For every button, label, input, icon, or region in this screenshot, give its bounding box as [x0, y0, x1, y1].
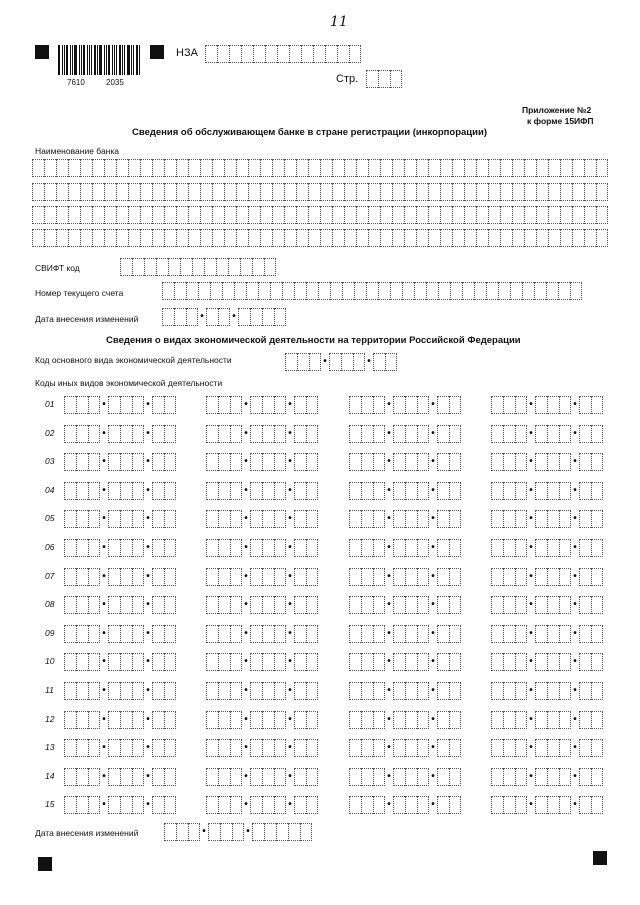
- corner-marker-top-left: [35, 45, 49, 59]
- barcode-number-right: 2035: [106, 78, 124, 87]
- activity-code-field[interactable]: • •: [64, 396, 176, 414]
- bank-name-label: Наименование банка: [35, 146, 120, 156]
- activity-code-field[interactable]: • •: [206, 568, 318, 586]
- activity-code-field[interactable]: • •: [206, 711, 318, 729]
- activity-row-number: 06: [45, 542, 55, 552]
- activity-code-field[interactable]: • •: [64, 510, 176, 528]
- activity-code-field[interactable]: • •: [491, 625, 603, 643]
- account-label: Номер текущего счета: [35, 288, 124, 298]
- main-code-field[interactable]: • •: [285, 353, 397, 371]
- barcode-number-left: 7610: [67, 78, 85, 87]
- activity-code-field[interactable]: • •: [206, 596, 318, 614]
- appendix-line2: к форме 15ИФП: [527, 116, 594, 126]
- activity-code-field[interactable]: • •: [64, 711, 176, 729]
- activity-row-number: 08: [45, 599, 55, 609]
- activity-code-field[interactable]: • •: [206, 510, 318, 528]
- handwritten-page-number: 11: [330, 14, 348, 30]
- activity-code-field[interactable]: • •: [491, 539, 603, 557]
- activity-row-number: 02: [45, 428, 55, 438]
- bank-name-field-row-4[interactable]: [32, 229, 608, 247]
- activity-code-field[interactable]: • •: [491, 396, 603, 414]
- activity-row-number: 13: [45, 742, 55, 752]
- activity-code-field[interactable]: • •: [64, 482, 176, 500]
- activity-code-field[interactable]: • •: [64, 682, 176, 700]
- corner-marker-bottom-left: [38, 857, 52, 871]
- account-field[interactable]: [162, 282, 582, 300]
- barcode: [58, 45, 141, 75]
- activity-code-field[interactable]: • •: [206, 768, 318, 786]
- activity-code-field[interactable]: • •: [491, 711, 603, 729]
- activity-code-field[interactable]: • •: [349, 453, 461, 471]
- nza-label: НЗА: [176, 47, 198, 59]
- activity-code-field[interactable]: • •: [491, 682, 603, 700]
- activity-section-title: Сведения о видах экономической деятельности на территории Российской Федерации: [106, 335, 521, 346]
- activity-code-field[interactable]: • •: [64, 539, 176, 557]
- activity-row-number: 07: [45, 571, 55, 581]
- activity-code-field[interactable]: • •: [349, 425, 461, 443]
- activity-code-field[interactable]: • •: [491, 568, 603, 586]
- activity-code-field[interactable]: • •: [349, 596, 461, 614]
- bank-name-field-row-3[interactable]: [32, 206, 608, 224]
- activity-code-field[interactable]: • •: [64, 625, 176, 643]
- activity-code-field[interactable]: • •: [64, 568, 176, 586]
- activity-code-field[interactable]: • •: [349, 682, 461, 700]
- activity-code-field[interactable]: • •: [349, 711, 461, 729]
- bank-name-field-row-2[interactable]: [32, 183, 608, 201]
- activity-code-field[interactable]: • •: [206, 482, 318, 500]
- appendix-line1: Приложение №2: [522, 105, 592, 115]
- activity-code-field[interactable]: • •: [206, 396, 318, 414]
- activity-code-field[interactable]: • •: [491, 596, 603, 614]
- activity-code-field[interactable]: • •: [349, 625, 461, 643]
- swift-label: СВИФТ код: [35, 263, 80, 273]
- activity-date-field[interactable]: • •: [164, 823, 312, 841]
- corner-marker-top-mid: [150, 45, 164, 59]
- activity-code-field[interactable]: • •: [349, 796, 461, 814]
- activity-code-field[interactable]: • •: [206, 739, 318, 757]
- activity-code-field[interactable]: • •: [349, 768, 461, 786]
- activity-code-field[interactable]: • •: [491, 796, 603, 814]
- swift-field[interactable]: [120, 258, 276, 276]
- activity-code-field[interactable]: • •: [206, 796, 318, 814]
- activity-code-field[interactable]: • •: [64, 653, 176, 671]
- page-label: Стр.: [336, 73, 359, 85]
- activity-code-field[interactable]: • •: [349, 568, 461, 586]
- bank-section-title: Сведения об обслуживающем банке в стране регистрации (инкорпорации): [132, 127, 487, 138]
- activity-code-field[interactable]: • •: [491, 768, 603, 786]
- activity-row-number: 04: [45, 485, 55, 495]
- activity-code-field[interactable]: • •: [491, 425, 603, 443]
- activity-code-field[interactable]: • •: [206, 539, 318, 557]
- activity-row-number: 03: [45, 456, 55, 466]
- activity-code-field[interactable]: • •: [491, 739, 603, 757]
- activity-code-field[interactable]: • •: [206, 425, 318, 443]
- activity-row-number: 15: [45, 799, 55, 809]
- activity-row-number: 01: [45, 399, 55, 409]
- activity-code-field[interactable]: • •: [349, 396, 461, 414]
- activity-code-field[interactable]: • •: [206, 625, 318, 643]
- activity-row-number: 14: [45, 771, 55, 781]
- main-code-label: Код основного вида экономической деятельности: [35, 355, 232, 365]
- activity-code-field[interactable]: • •: [491, 453, 603, 471]
- bank-date-field[interactable]: • •: [162, 308, 286, 326]
- activity-code-field[interactable]: • •: [491, 510, 603, 528]
- activity-date-label: Дата внесения изменений: [35, 828, 139, 838]
- activity-code-field[interactable]: • •: [349, 539, 461, 557]
- bank-name-field-row-1[interactable]: [32, 159, 608, 177]
- other-codes-label: Коды иных видов экономической деятельности: [35, 378, 223, 388]
- activity-code-field[interactable]: • •: [349, 653, 461, 671]
- activity-code-field[interactable]: • •: [64, 768, 176, 786]
- bank-date-label: Дата внесения изменений: [35, 314, 139, 324]
- page-field[interactable]: [366, 70, 402, 88]
- activity-code-field[interactable]: • •: [491, 653, 603, 671]
- activity-code-field[interactable]: • •: [64, 453, 176, 471]
- activity-row-number: 05: [45, 513, 55, 523]
- activity-code-field[interactable]: • •: [491, 482, 603, 500]
- activity-code-field[interactable]: • •: [206, 682, 318, 700]
- nza-field[interactable]: [205, 45, 361, 63]
- activity-row-number: 12: [45, 714, 55, 724]
- activity-code-field[interactable]: • •: [206, 453, 318, 471]
- activity-row-number: 11: [45, 685, 54, 695]
- activity-code-field[interactable]: • •: [206, 653, 318, 671]
- activity-code-field[interactable]: • •: [349, 739, 461, 757]
- activity-code-field[interactable]: • •: [64, 739, 176, 757]
- activity-row-number: 10: [45, 656, 55, 666]
- activity-row-number: 09: [45, 628, 55, 638]
- corner-marker-bottom-right: [593, 851, 607, 865]
- activity-code-field[interactable]: • •: [64, 796, 176, 814]
- activity-code-field[interactable]: • •: [349, 482, 461, 500]
- activity-code-field[interactable]: • •: [349, 510, 461, 528]
- activity-code-field[interactable]: • •: [64, 596, 176, 614]
- activity-code-field[interactable]: • •: [64, 425, 176, 443]
